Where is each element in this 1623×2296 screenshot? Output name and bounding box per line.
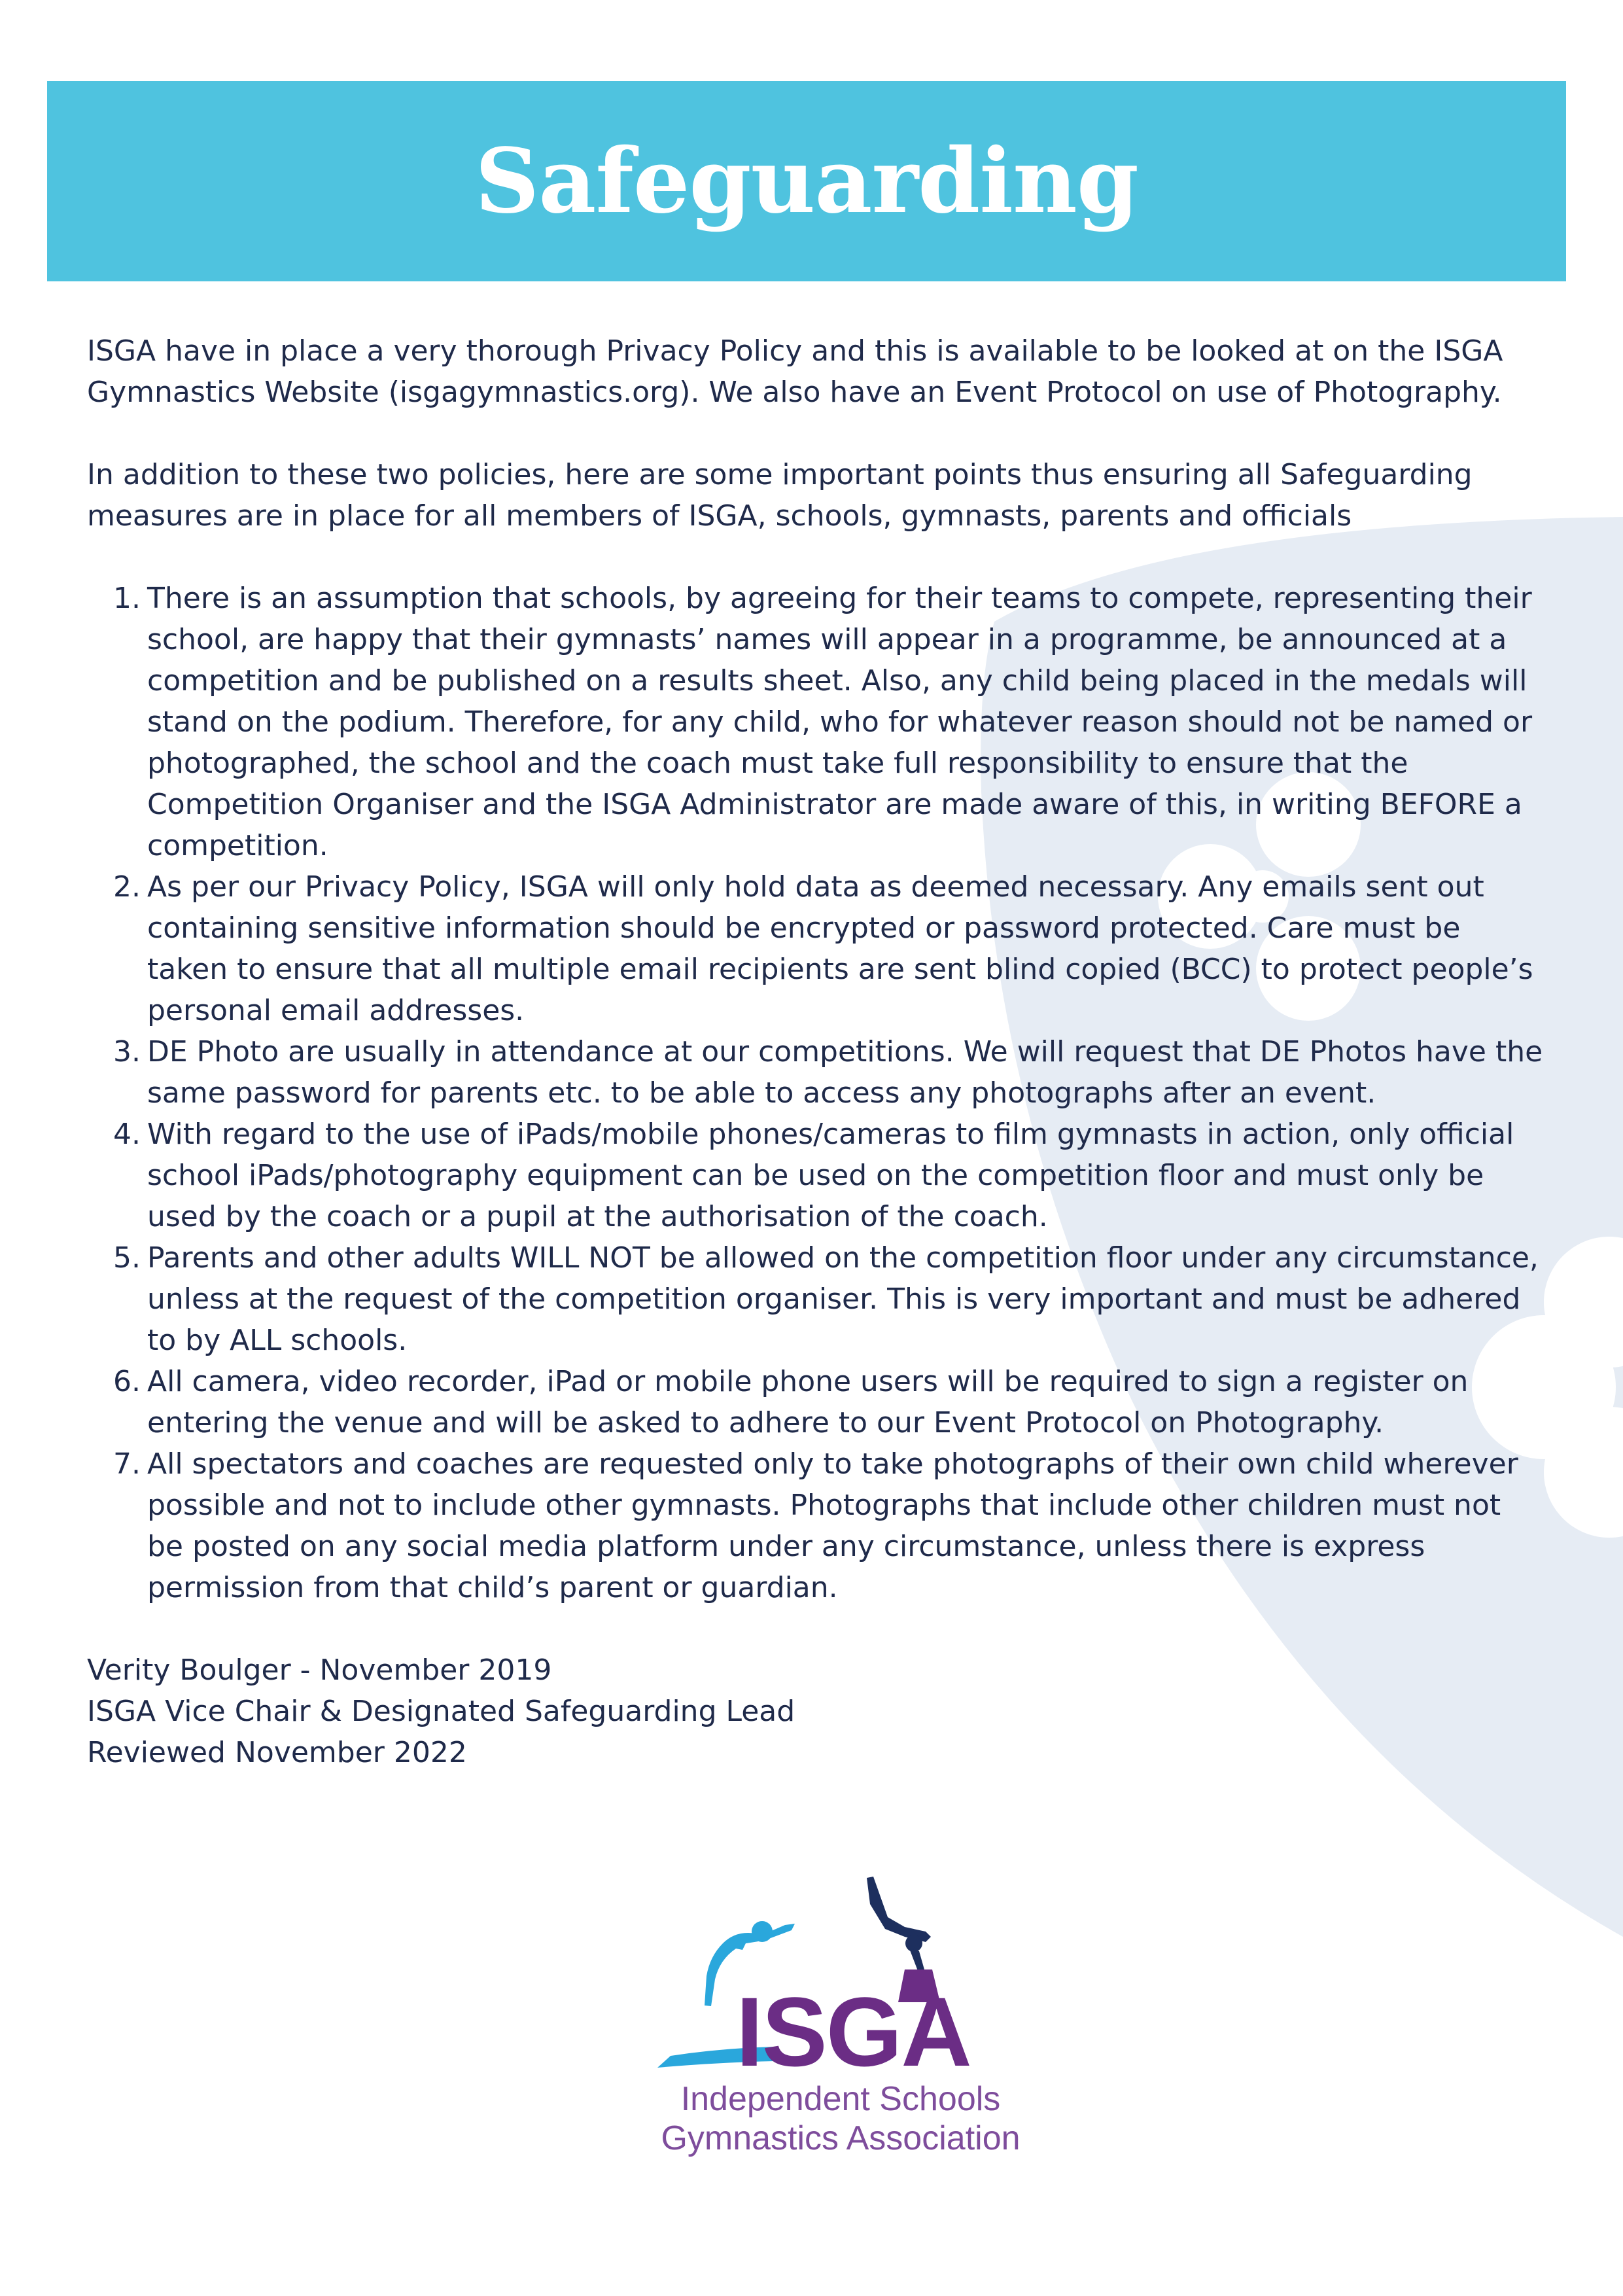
list-item-text: All camera, video recorder, iPad or mobile phone users will be required to sign a register on entering the venue and will be asked to adhere to our Event Protocol on Photography. — [147, 1365, 1469, 1439]
signoff-block — [87, 1650, 1546, 1773]
list-item-number: 5. — [113, 1241, 141, 1275]
isga-logo — [644, 1871, 1037, 2157]
list-item — [87, 866, 1546, 1031]
list-item — [87, 1031, 1546, 1114]
signoff-reviewed: Reviewed November 2022 — [87, 1736, 467, 1769]
intro-paragraph: In addition to these two policies, here are some important points thus ensuring all Safeguarding measures are in place for all members of ISGA, schools, gymnasts, parents and officials — [87, 458, 1473, 533]
list-item — [87, 1361, 1546, 1443]
list-item-number: 1. — [113, 582, 141, 615]
list-item — [87, 1114, 1546, 1237]
list-item-text: All spectators and coaches are requested only to take photographs of their own child wherever possible and not to include other gymnasts. Photographs that include other children must not be posted on any social media platform under any circumstance, unless there is express permission from that child’s parent or guardian. — [147, 1447, 1518, 1604]
page-title: Safeguarding — [475, 129, 1138, 234]
logo-acronym: ISGA — [736, 1977, 971, 2087]
list-item — [87, 578, 1546, 866]
list-item-number: 4. — [113, 1118, 141, 1151]
list-item-number: 7. — [113, 1447, 141, 1481]
logo-line-2: Gymnastics Association — [661, 2119, 1021, 2157]
intro-paragraph: ISGA have in place a very thorough Privacy Policy and this is available to be looked at on the ISGA Gymnastics Website (isgagymnastics.org). We also have an Event Protocol on use of Photography. — [87, 334, 1503, 409]
logo-line-1: Independent Schools — [680, 2080, 1001, 2118]
list-item-number: 2. — [113, 870, 141, 904]
title-banner — [47, 81, 1566, 281]
list-item-text: There is an assumption that schools, by agreeing for their teams to compete, representing their school, are happy that their gymnasts’ names will appear in a programme, be announced at a competition and be published on a results sheet. Also, any child being placed in the medals will stand on the podium. Therefore, for any child, who for whatever reason should not be named or photographed, the school and the coach must take full responsibility to ensure that the Competition Organiser and the ISGA Administrator are made aware of this, in writing BEFORE a competition. — [147, 582, 1533, 862]
document-body — [87, 330, 1546, 1773]
list-item — [87, 1237, 1546, 1361]
list-item-number: 6. — [113, 1365, 141, 1398]
signoff-author: Verity Boulger - November 2019 — [87, 1653, 552, 1687]
list-item-text: DE Photo are usually in attendance at our competitions. We will request that DE Photos have the same password for parents etc. to be able to access any photographs after an event. — [147, 1035, 1543, 1110]
list-item-text: Parents and other adults WILL NOT be allowed on the competition floor under any circumstance, unless at the request of the competition organiser. This is very important and must be adhered to by ALL schools. — [147, 1241, 1539, 1357]
list-item-text: As per our Privacy Policy, ISGA will only hold data as deemed necessary. Any emails sent out containing sensitive information should be encrypted or password protected. Care must be taken to ensure that all multiple email recipients are sent blind copied (BCC) to protect people’s personal email addresses. — [147, 870, 1533, 1027]
safeguarding-points-list — [87, 578, 1546, 1608]
list-item-number: 3. — [113, 1035, 141, 1069]
signoff-role: ISGA Vice Chair & Designated Safeguarding Lead — [87, 1695, 795, 1728]
list-item-text: With regard to the use of iPads/mobile phones/cameras to film gymnasts in action, only official school iPads/photography equipment can be used on the competition floor and must only be used by the coach or a pupil at the authorisation of the coach. — [147, 1118, 1514, 1233]
list-item — [87, 1443, 1546, 1608]
